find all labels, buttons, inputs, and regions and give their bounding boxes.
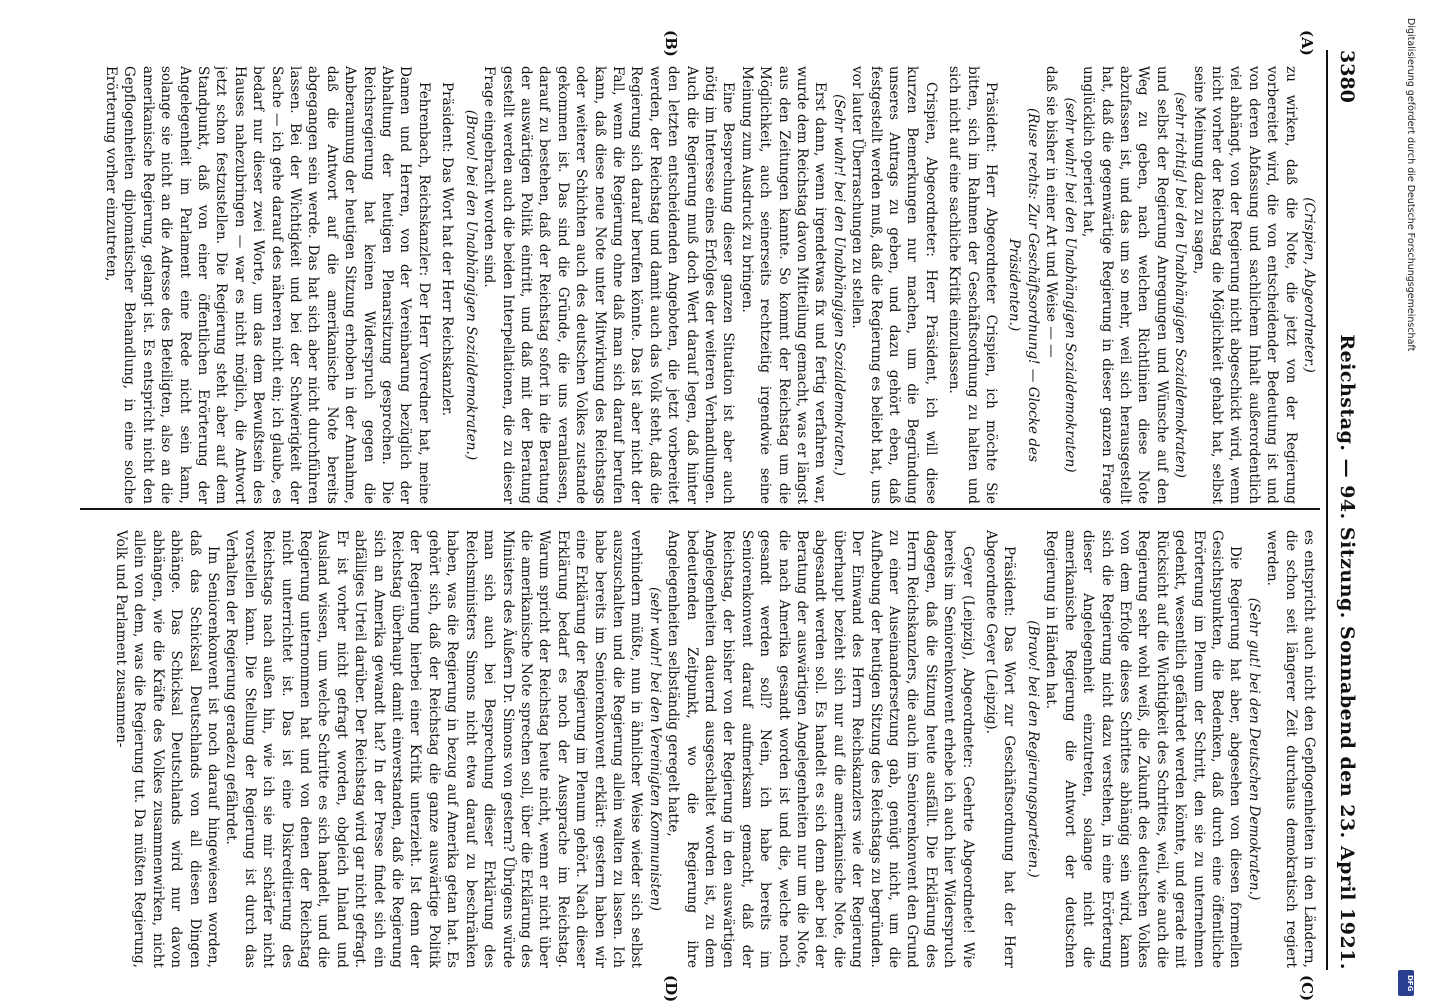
running-title: Reichstag. — 94. Sitzung. Sonnabend den 23. April 1921.: [1336, 334, 1358, 970]
paragraph: verhindern müßte, nun in ähnlicher Weise wieder sich selbst auszuschalten und die Regierung allein walten zu lassen. Ich habe bereits im Seniorenkonvent erklärt: gestern haben wir eine Erklärung der Regierung im Plenum gehört. Nach dieser Erklärung bedarf es noch der Aussprache im Reichstag. Warum spricht der Reichstag heute nicht, wenn er nicht über die amerikanische Note sprechen soll, über die Erklärung des Ministers des Äußern Dr. Simons von gestern? Übrigens würde man sich auch bei Besprechung dieser Erklärung des Reichsministers Simons nicht etwa darauf zu beschränken haben, was die Regierung in bezug auf Amerika getan hat. Es gehört sich, daß der Reichstag die ganze auswärtige Politik der Regierung hierbei einer Kritik unterzieht. Ist denn der Reichstag überhaupt damit einverstanden, daß die Regierung sich an Amerika gewandt hat? In der Presse findet sich ein abfälliges Urteil darüber. Der Reichstag wird gar nicht gefragt. Er ist vorher nicht gefragt worden, obgleich Inland und Ausland wissen, um welche Schritte es sich handelt, und die Regierung unternommen hat und von denen der Reichstag nicht unterrichtet ist. Das ist eine Diskreditierung des Reichstags nach außen hin, wie ich sie mir schärfer nicht vorstellen kann. Die Stellung der Regierung ist durch das Verhalten der Regierung geradezu gefährdet.: [223, 530, 645, 968]
header-rule: [1326, 50, 1328, 970]
page-footer: [1390, 0, 1430, 1000]
interjection: (Sehr wahr! bei den Unabhängigen Sozialdemokraten.): [830, 94, 847, 476]
paragraph: es entspricht auch nicht den Gepflogenheiten in den Ländern, die schon seit längerer Zeit durchaus demokratisch regiert werden.: [1264, 530, 1317, 968]
right-column: [88, 530, 1318, 968]
paragraph: Präsident: Herr Abgeordneter Crispien, ich möchte Sie bitten, sich im Rahmen der Geschäftsordnung zu halten und sich nicht auf eine sachliche Kritik einzulassen.: [946, 66, 1000, 504]
margin-marker-b: (B): [662, 30, 680, 57]
paragraph: Präsident: Das Wort zur Geschäftsordnung hat der Herr Abgeordnete Geyer (Leipzig).: [983, 530, 1018, 968]
interjection: (Bravo! bei den Unabhängigen Sozialdemokraten.): [462, 109, 479, 461]
paragraph: Erst dann, wenn irgendetwas fix und fertig verfahren war, wurde dem Reichstag davon Mitteilung gemacht, was er längst aus den Zeitungen kannte. So kommt der Reichstag um die Möglichkeit, auch seinerseits rechtzeitig irgendwie seine Meinung zum Ausdruck zu bringen.: [738, 66, 829, 504]
paragraph: Geyer (Leipzig), Abgeordneter: Geehrte Abgeordnete! Wie bereits im Seniorenkonvent erhebe ich auch hier Widerspruch dagegen, daß die Sitzung heute ausfällt. Die Erklärung des Herrn Reichskanzlers, die auch im Seniorenkonvent den Grund zu einer Auseinandersetzung gab, genügt nicht, um die Aufhebung der heutigen Sitzung des Reichstags zu begründen. Der Einwand des Herrn Reichskanzlers wie der Regierung überhaupt bezieht sich nur auf die amerikanische Note, die abgesandt werden soll. Es handelt es sich denn aber bei der Beratung der auswärtigen Angelegenheiten nur um die Note, die nach Amerika gesandt worden ist und die, welche noch gesandt werden soll? Nein, ich habe bereits im Seniorenkonvent darauf aufmerksam gemacht, daß der Reichstag, der bisher von der Regierung in den auswärtigen Angelegenheiten dauernd ausgeschaltet worden ist, zu dem bedeutenden Zeitpunkt, wo die Regierung ihre Angelegenheiten selbständig geregelt hatte,: [665, 530, 976, 968]
paragraph: (Crispien, Abgeordneter.): [1301, 197, 1317, 373]
margin-marker-d: (D): [662, 975, 680, 1002]
paragraph: und selbst der Regierung Anregungen und Wünsche auf den Weg zu geben, nach welchen Richtlinien diese Note abzufassen ist, und das um so mehr, weil sich herausgestellt hat, daß die gegenwärtige Regierung in dieser ganzen Frage unglücklich operiert hat,: [1080, 66, 1170, 504]
paragraph: zu wirken, daß die Note, die jetzt von der Regierung vorbereitet wird, die von entscheidender Bedeutung ist und von deren Abfassung und sachlichem Inhalt außerordentlich viel abhängt, von der Regierung nicht abgeschickt wird, wenn nicht vorher der Reichstag die Möglichkeit gehabt hat, selbst seine Meinung dazu zu sagen,: [1190, 66, 1299, 504]
page-number: 3380: [1336, 50, 1358, 103]
column-divider: [80, 508, 1320, 510]
margin-marker-a: (A): [1298, 30, 1316, 56]
interjection: (sehr wahr! bei den Unabhängigen Sozialdemokraten): [1061, 97, 1078, 473]
paragraph: Präsident: Das Wort hat der Herr Reichskanzler.: [439, 82, 456, 417]
margin-marker-c: (C): [1298, 975, 1316, 1002]
paragraph: daß sie bisher in einer Art und Weise — —: [1043, 66, 1060, 358]
paragraph: Die Regierung hat aber, abgesehen von diesen formellen Gesichtspunkten, die Bedenken, daß durch eine öffentliche Erörterung im Plenum der Schritt, den sie zu unternehmen gedenkt, wesentlich gefährdet werden könnte, und gerade mit Rücksicht auf die Wichtigkeit des Schrittes, weil, wie auch die Regierung sehr wohl weiß, die Zukunft des deutschen Volkes von dem Erfolge dieses Schrittes abhängig sein wird, kann sich die Regierung nicht dazu verstehen, in eine Erörterung dieser Angelegenheit einzutreten, solange nicht die amerikanische Regierung die Antwort der deutschen Regierung in Händen hat.: [1043, 530, 1244, 968]
interjection: (sehr wahr! bei den Vereinigten Kommunisten): [646, 587, 663, 911]
interjection: (Bravo! bei den Regierungsparteien.): [1024, 620, 1041, 878]
interjection: (Ruse rechts: Zur Geschäftsordnung! — Glocke des Präsidenten.): [1006, 107, 1041, 463]
left-column: [88, 66, 1318, 504]
funding-note: Digitalisierung gefördert durch die Deutsche Forschungsgemeinschaft: [1405, 18, 1416, 352]
paragraph: Eine Besprechung dieser ganzen Situation ist aber auch nötig im Interesse eines Erfolges der weiteren Verhandlungen. Auch die Regierung muß doch Wert darauf legen, daß hinter den letzten entscheidenden Angeboten, die jetzt vorbereitet werden, der Reichstag und damit auch das Volk steht, daß die Regierung sich darauf berufen könnte. Das ist aber nicht der Fall, wenn die Regierung ohne daß man sich darauf berufen kann, daß diese neue Note unter Mitwirkung des Reichstags oder weiterer Schichten auch des deutschen Volkes zustande gekommen ist. Das sind die Gründe, die uns veranlassen, darauf zu bestehen, daß der Reichstag sofort in die Beratung der auswärtigen Politik eintritt, und daß mit der Beratung gestellt werden auch die beiden Interpellationen, die zu dieser Frage eingebracht worden sind.: [481, 66, 737, 504]
paragraph: Crispien, Abgeordneter: Herr Präsident, ich will diese kurzen Bemerkungen nur machen, um die Begründung unseres Antrags zu geben, und dazu gehört eben, daß festgestellt werden muß, daß die Regierung es beliebt hat, uns vor lauter Überraschungen zu stellen.: [849, 66, 939, 504]
paragraph: Fehrenbach, Reichskanzler: Der Herr Vorredner hat, meine Damen und Herren, von der Vereinbarung bezüglich der Abhaltung der heutigen Plenarsitzung gesprochen. Die Reichsregierung hat keinen Widerspruch gegen die Anberaumung der heutigen Sitzung erhoben in der Annahme, daß die Antwort auf die amerikanische Note bereits abgegangen sein werde. Das hat sich aber nicht durchführen lassen. Bei der Wichtigkeit und bei der Schwierigkeit der Sache — ich gehe darauf des näheren nicht ein; ich glaube, es bedarf nur dieser zwei Worte, um das dem Bewußtsein des Hauses nahezubringen — war es nicht möglich, die Antwort jetzt schon festzustellen. Die Regierung steht aber auf dem Standpunkt, daß von einer öffentlichen Erörterung der Angelegenheit im Parlament eine Rede nicht sein kann, solange sie nicht an die Adresse des Beteiligten, also an die amerikanische Regierung, gelangt ist. Es entspricht nicht den Gepflogenheiten diplomatischer Behandlung, in eine solche Erörterung vorher einzutreten,: [103, 66, 432, 504]
paragraph: Im Seniorenkonvent ist noch darauf hingewiesen worden, daß das Schicksal Deutschlands von all diesen Dingen abhänge. Das Schicksal Deutschlands wird nur davon abhängen, wie die Kräfte des Volkes zusammenwirken, nicht allein von dem, was die Regierung tut. Da müßten Regierung, Volk und Parlament zusammen-: [113, 530, 222, 968]
page-header: [1328, 50, 1362, 970]
dfg-logo-icon: DFG: [1398, 970, 1414, 996]
interjection: (sehr richtig! bei den Unabhängigen Sozialdemokraten): [1172, 92, 1189, 478]
interjection: (Sehr gut! bei den Deutschen Demokraten.): [1245, 597, 1262, 901]
